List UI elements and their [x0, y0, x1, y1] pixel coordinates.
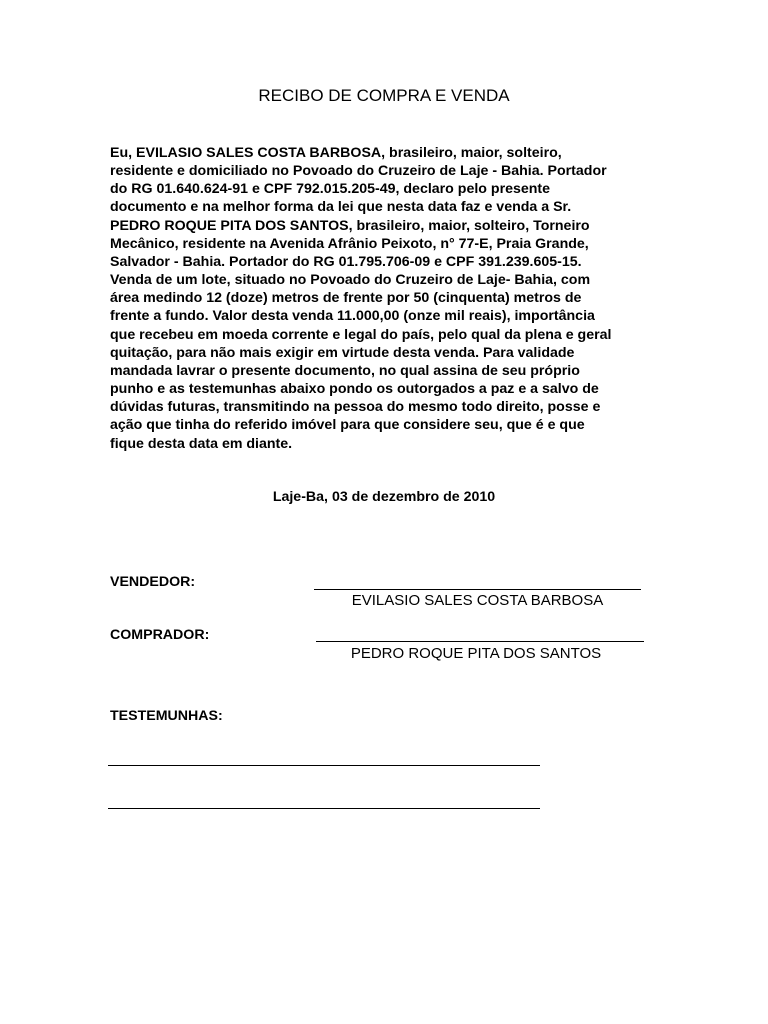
receipt-body: [110, 144, 670, 453]
body-line: quitação, para não mais exigir em virtude desta venda. Para validade: [110, 344, 575, 361]
seller-label: VENDEDOR:: [110, 574, 196, 590]
body-line: que recebeu em moeda corrente e legal do país, pelo qual da plena e geral: [110, 326, 612, 343]
body-line: frente a fundo. Valor desta venda 11.000,00 (onze mil reais), importância: [110, 308, 595, 325]
body-line: área medindo 12 (doze) metros de frente por 50 (cinquenta) metros de: [110, 290, 582, 307]
body-line: ação que tinha do referido imóvel para que considere seu, que é e que: [110, 417, 585, 434]
date-line: Laje-Ba, 03 de dezembro de 2010: [272, 489, 496, 505]
buyer-label: COMPRADOR:: [110, 627, 210, 643]
body-line: residente e domiciliado no Povoado do Cruzeiro de Laje - Bahia. Portador: [110, 163, 607, 180]
body-line: PEDRO ROQUE PITA DOS SANTOS, brasileiro, maior, solteiro, Torneiro: [110, 217, 590, 234]
buyer-signature-line: [316, 641, 644, 642]
body-line: fique desta data em diante.: [110, 435, 293, 452]
witness-signature-line-2: [108, 808, 540, 809]
document-title: RECIBO DE COMPRA E VENDA: [258, 86, 510, 105]
body-line: do RG 01.640.624-91 e CPF 792.015.205-49, declaro pelo presente: [110, 181, 551, 198]
buyer-name: PEDRO ROQUE PITA DOS SANTOS: [350, 645, 602, 662]
body-line: dúvidas futuras, transmitindo na pessoa do mesmo todo direito, posse e: [110, 399, 601, 416]
body-line: documento e na melhor forma da lei que nesta data faz e venda a Sr.: [110, 199, 572, 216]
body-line: mandada lavrar o presente documento, no qual assina de seu próprio: [110, 362, 580, 379]
witness-signature-line-1: [108, 765, 540, 766]
body-line: punho e as testemunhas abaixo pondo os outorgados a paz e a salvo de: [110, 381, 599, 398]
witnesses-label: TESTEMUNHAS:: [110, 708, 223, 724]
body-line: Eu, EVILASIO SALES COSTA BARBOSA, brasileiro, maior, solteiro,: [110, 145, 562, 161]
body-line: Mecânico, residente na Avenida Afrânio Peixoto, n° 77-E, Praia Grande,: [110, 235, 589, 252]
body-line: Venda de um lote, situado no Povoado do Cruzeiro de Laje- Bahia, com: [110, 272, 591, 289]
seller-signature-line: [314, 589, 641, 590]
seller-name: EVILASIO SALES COSTA BARBOSA: [351, 592, 604, 609]
body-line: Salvador - Bahia. Portador do RG 01.795.706-09 e CPF 391.239.605-15.: [110, 253, 582, 270]
